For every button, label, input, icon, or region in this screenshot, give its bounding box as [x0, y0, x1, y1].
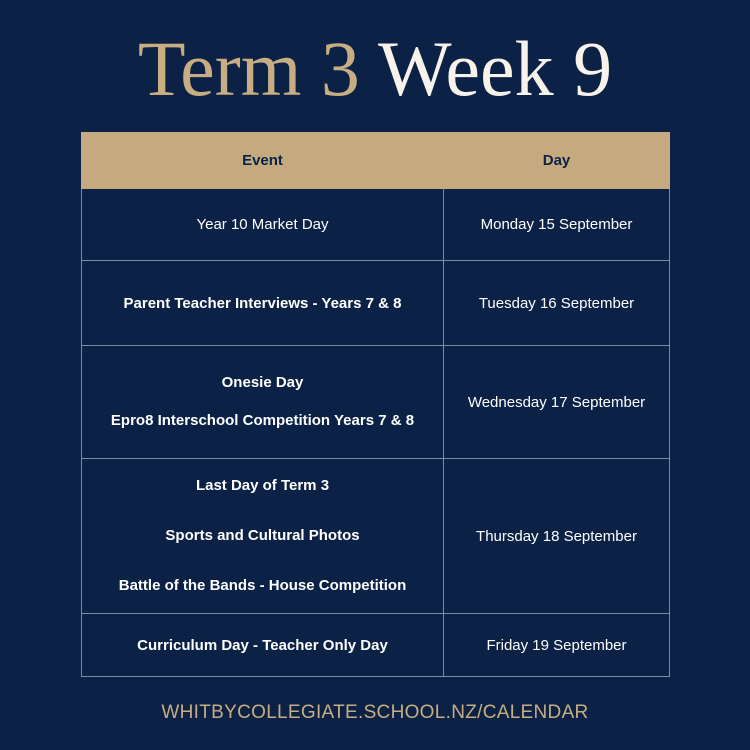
table-row: [82, 189, 670, 261]
event-text: Onesie Day: [221, 374, 304, 391]
day-cell: Wednesday 17 September: [444, 346, 670, 459]
table-row: [82, 261, 670, 346]
event-text: Curriculum Day - Teacher Only Day: [137, 636, 388, 654]
table-row: [82, 459, 670, 614]
events-table: [81, 132, 670, 677]
table-row: [82, 346, 670, 459]
day-cell: Monday 15 September: [444, 189, 670, 261]
calendar-url-link[interactable]: WHITBYCOLLEGIATE.SCHOOL.NZ/CALENDAR: [161, 702, 589, 723]
title-term: Term 3: [137, 25, 360, 112]
event-text: Battle of the Bands - House Competition: [118, 577, 407, 594]
day-cell: Friday 19 September: [444, 614, 670, 677]
table-row: [82, 614, 670, 677]
event-cell: [82, 189, 444, 261]
event-text: Parent Teacher Interviews - Years 7 & 8: [123, 294, 402, 312]
header-event: Event: [82, 133, 444, 189]
day-cell: Thursday 18 September: [444, 459, 670, 614]
event-text: Sports and Cultural Photos: [165, 527, 360, 544]
table-header-row: [82, 133, 670, 189]
event-cell: [82, 261, 444, 346]
header-day: Day: [444, 133, 670, 189]
day-cell: Tuesday 16 September: [444, 261, 670, 346]
event-cell: [82, 614, 444, 677]
event-cell: [82, 459, 444, 614]
event-cell: [82, 346, 444, 459]
title-week: Week 9: [377, 25, 613, 112]
page-title: [0, 24, 750, 114]
event-text: Year 10 Market Day: [196, 216, 329, 233]
event-text: Last Day of Term 3: [195, 477, 330, 494]
event-text: Epro8 Interschool Competition Years 7 & 8: [110, 412, 415, 429]
